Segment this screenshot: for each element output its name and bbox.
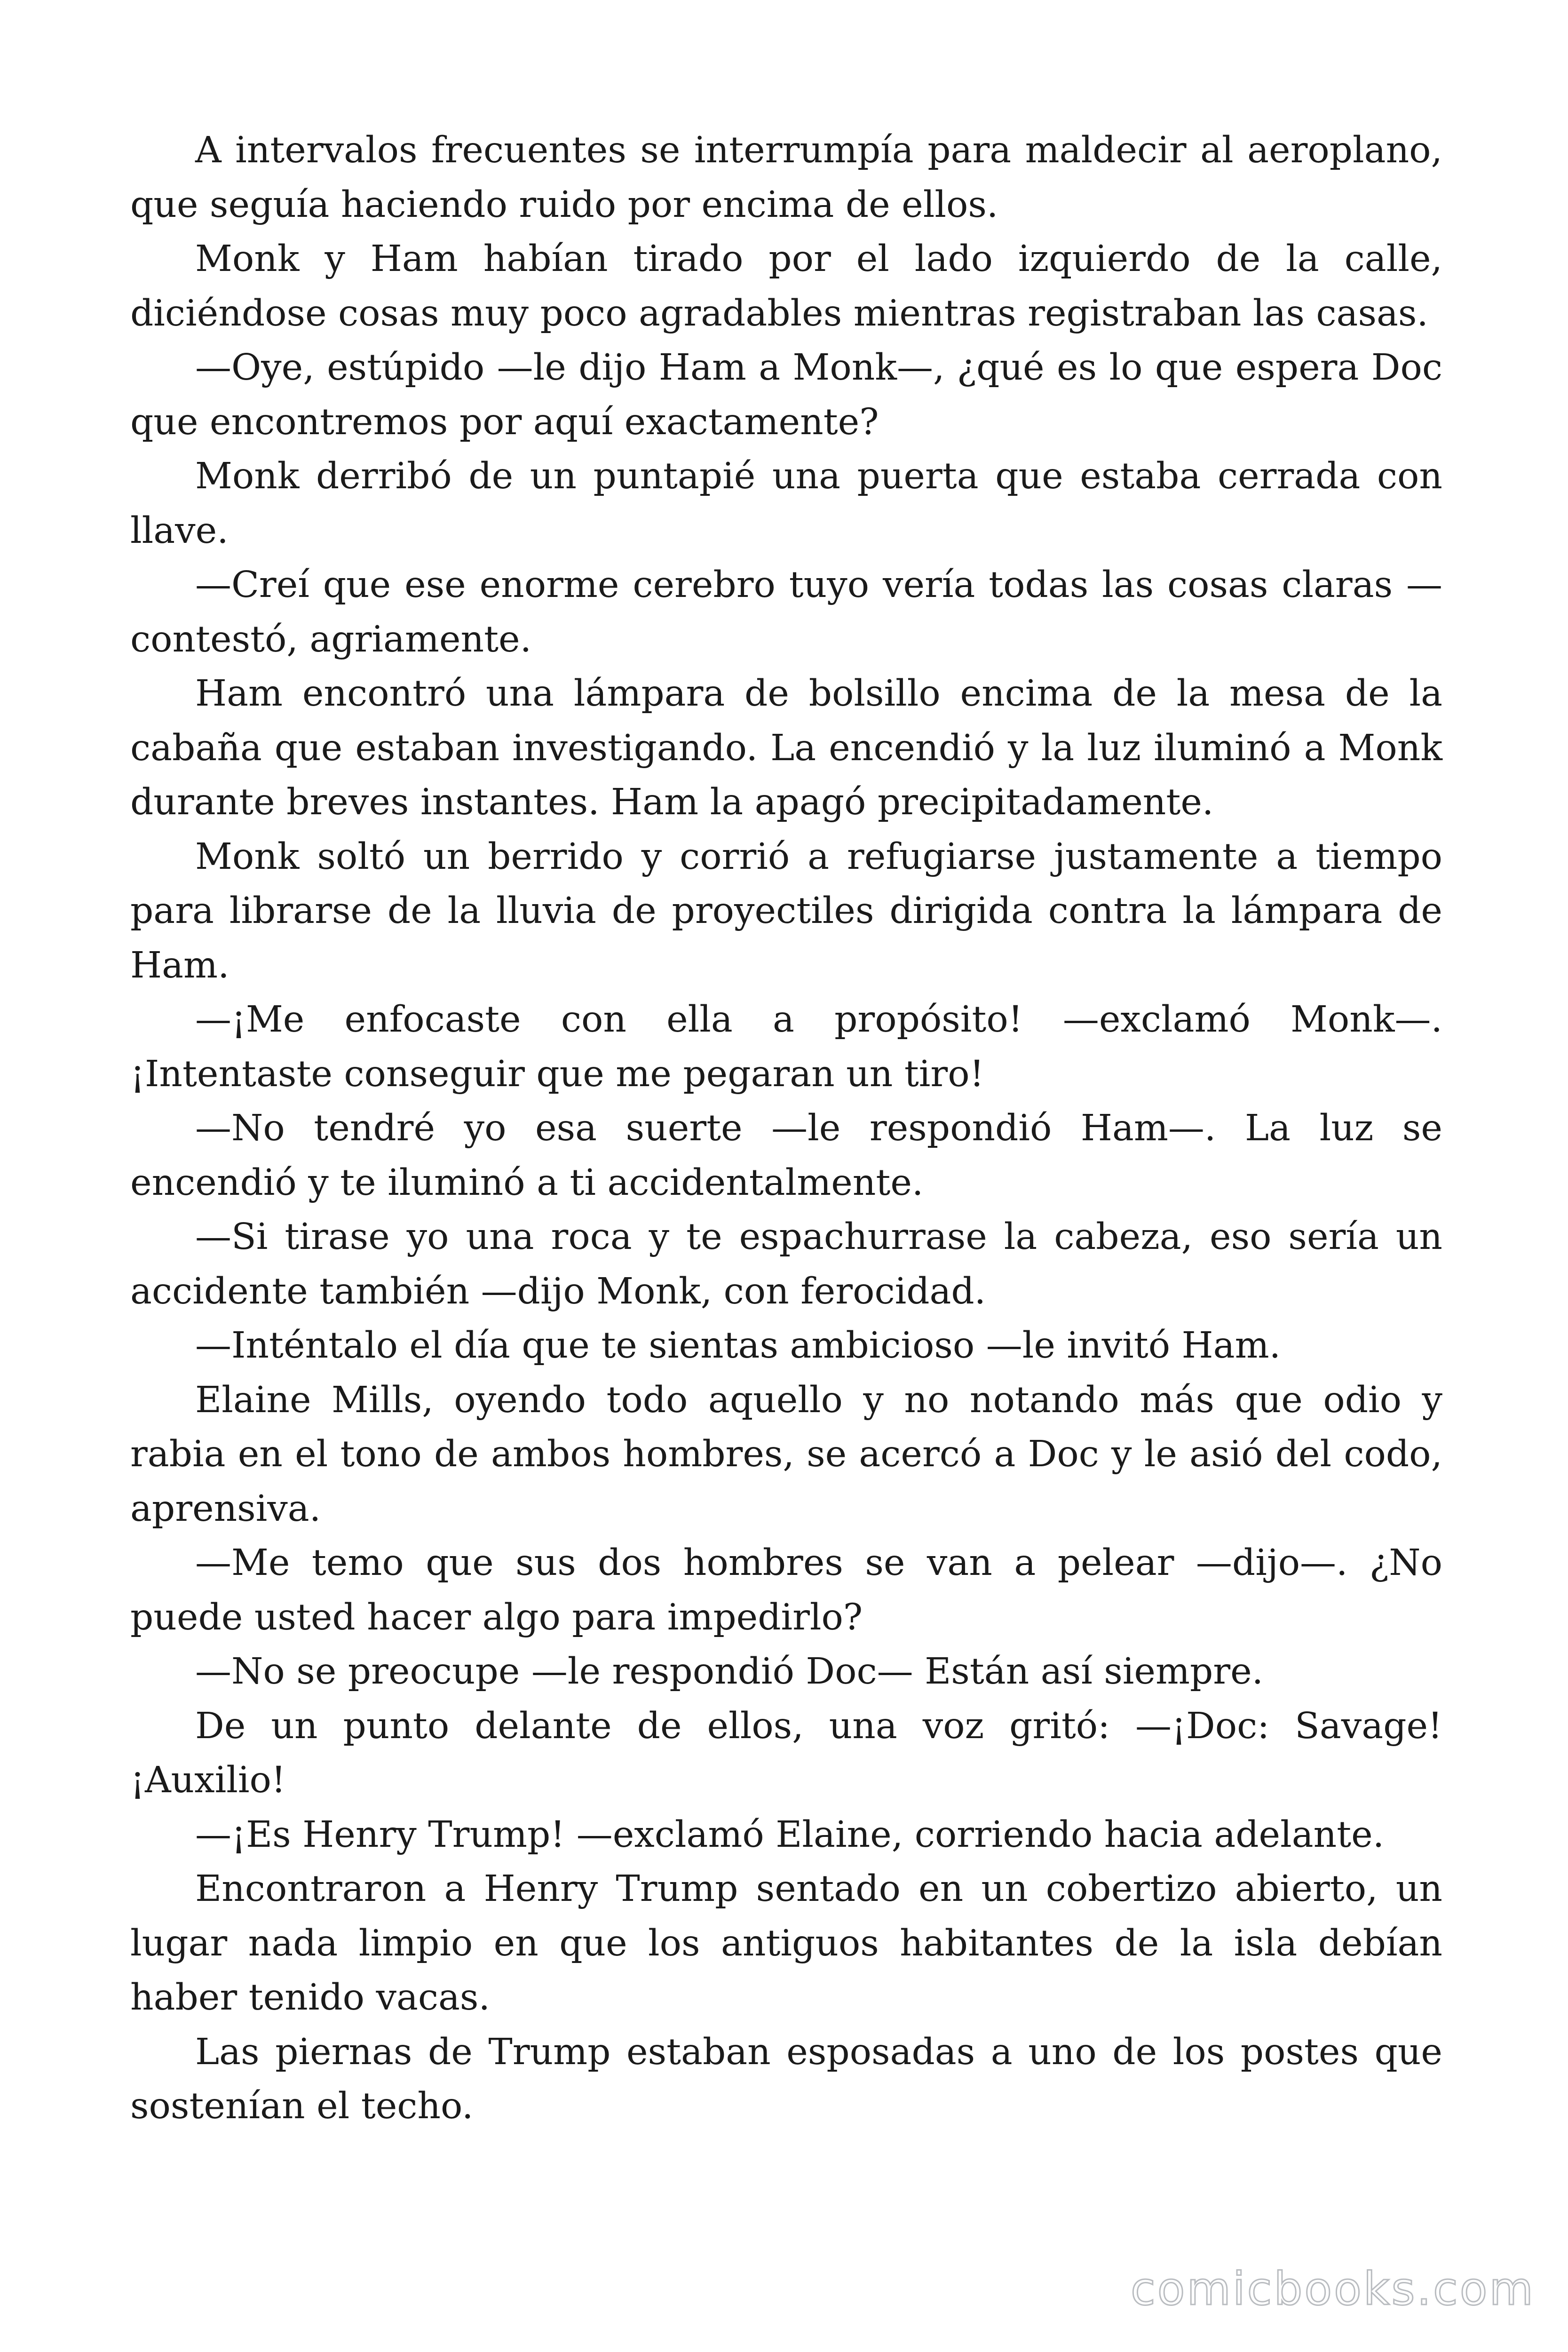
paragraph: —¡Me enfocaste con ella a propósito! —exclamó Monk—. ¡Intentaste conseguir que me pegaran un tiro! bbox=[130, 999, 1442, 1095]
paragraph: —No tendré yo esa suerte —le respondió Ham—. La luz se encendió y te iluminó a ti accidentalmente. bbox=[130, 1107, 1442, 1204]
paragraph: —Si tirase yo una roca y te espachurrase la cabeza, eso sería un accidente también —dijo Monk, con ferocidad. bbox=[130, 1216, 1442, 1312]
paragraph: —Me temo que sus dos hombres se van a pelear —dijo—. ¿No puede usted hacer algo para impedirlo? bbox=[130, 1542, 1442, 1638]
paragraph: Monk soltó un berrido y corrió a refugiarse justamente a tiempo para librarse de la lluvia de proyectiles dirigida contra la lámpara de Ham. bbox=[130, 835, 1442, 986]
paragraph: Monk derribó de un puntapié una puerta que estaba cerrada con llave. bbox=[130, 455, 1442, 552]
paragraph: —Creí que ese enorme cerebro tuyo vería todas las cosas claras —contestó, agriamente. bbox=[130, 564, 1442, 660]
paragraph: Encontraron a Henry Trump sentado en un cobertizo abierto, un lugar nada limpio en que los antiguos habitantes de la isla debían haber tenido vacas. bbox=[130, 1868, 1442, 2018]
paragraph: —Inténtalo el día que te sientas ambicioso —le invitó Ham. bbox=[195, 1325, 1281, 1367]
paragraph: —¡Es Henry Trump! —exclamó Elaine, corriendo hacia adelante. bbox=[195, 1813, 1385, 1856]
page-body bbox=[130, 123, 1442, 2134]
paragraph: —Oye, estúpido —le dijo Ham a Monk—, ¿qué es lo que espera Doc que encontremos por aquí exactamente? bbox=[130, 347, 1442, 443]
watermark: comicbooks.com bbox=[1130, 2263, 1535, 2315]
paragraph: Ham encontró una lámpara de bolsillo encima de la mesa de la cabaña que estaban investigando. La encendió y la luz iluminó a Monk durante breves instantes. Ham la apagó precipitadamente. bbox=[130, 673, 1442, 823]
paragraph: A intervalos frecuentes se interrumpía para maldecir al aeroplano, que seguía haciendo ruido por encima de ellos. bbox=[130, 129, 1442, 226]
paragraph: —No se preocupe —le respondió Doc— Están así siempre. bbox=[195, 1651, 1264, 1692]
paragraph: Las piernas de Trump estaban esposadas a uno de los postes que sostenían el techo. bbox=[130, 2031, 1442, 2127]
paragraph: Monk y Ham habían tirado por el lado izquierdo de la calle, diciéndose cosas muy poco agradables mientras registraban las casas. bbox=[130, 238, 1442, 334]
paragraph: De un punto delante de ellos, una voz gritó: —¡Doc: Savage! ¡Auxilio! bbox=[130, 1705, 1442, 1801]
paragraph: Elaine Mills, oyendo todo aquello y no notando más que odio y rabia en el tono de ambos hombres, se acercó a Doc y le asió del codo, aprensiva. bbox=[130, 1379, 1442, 1530]
